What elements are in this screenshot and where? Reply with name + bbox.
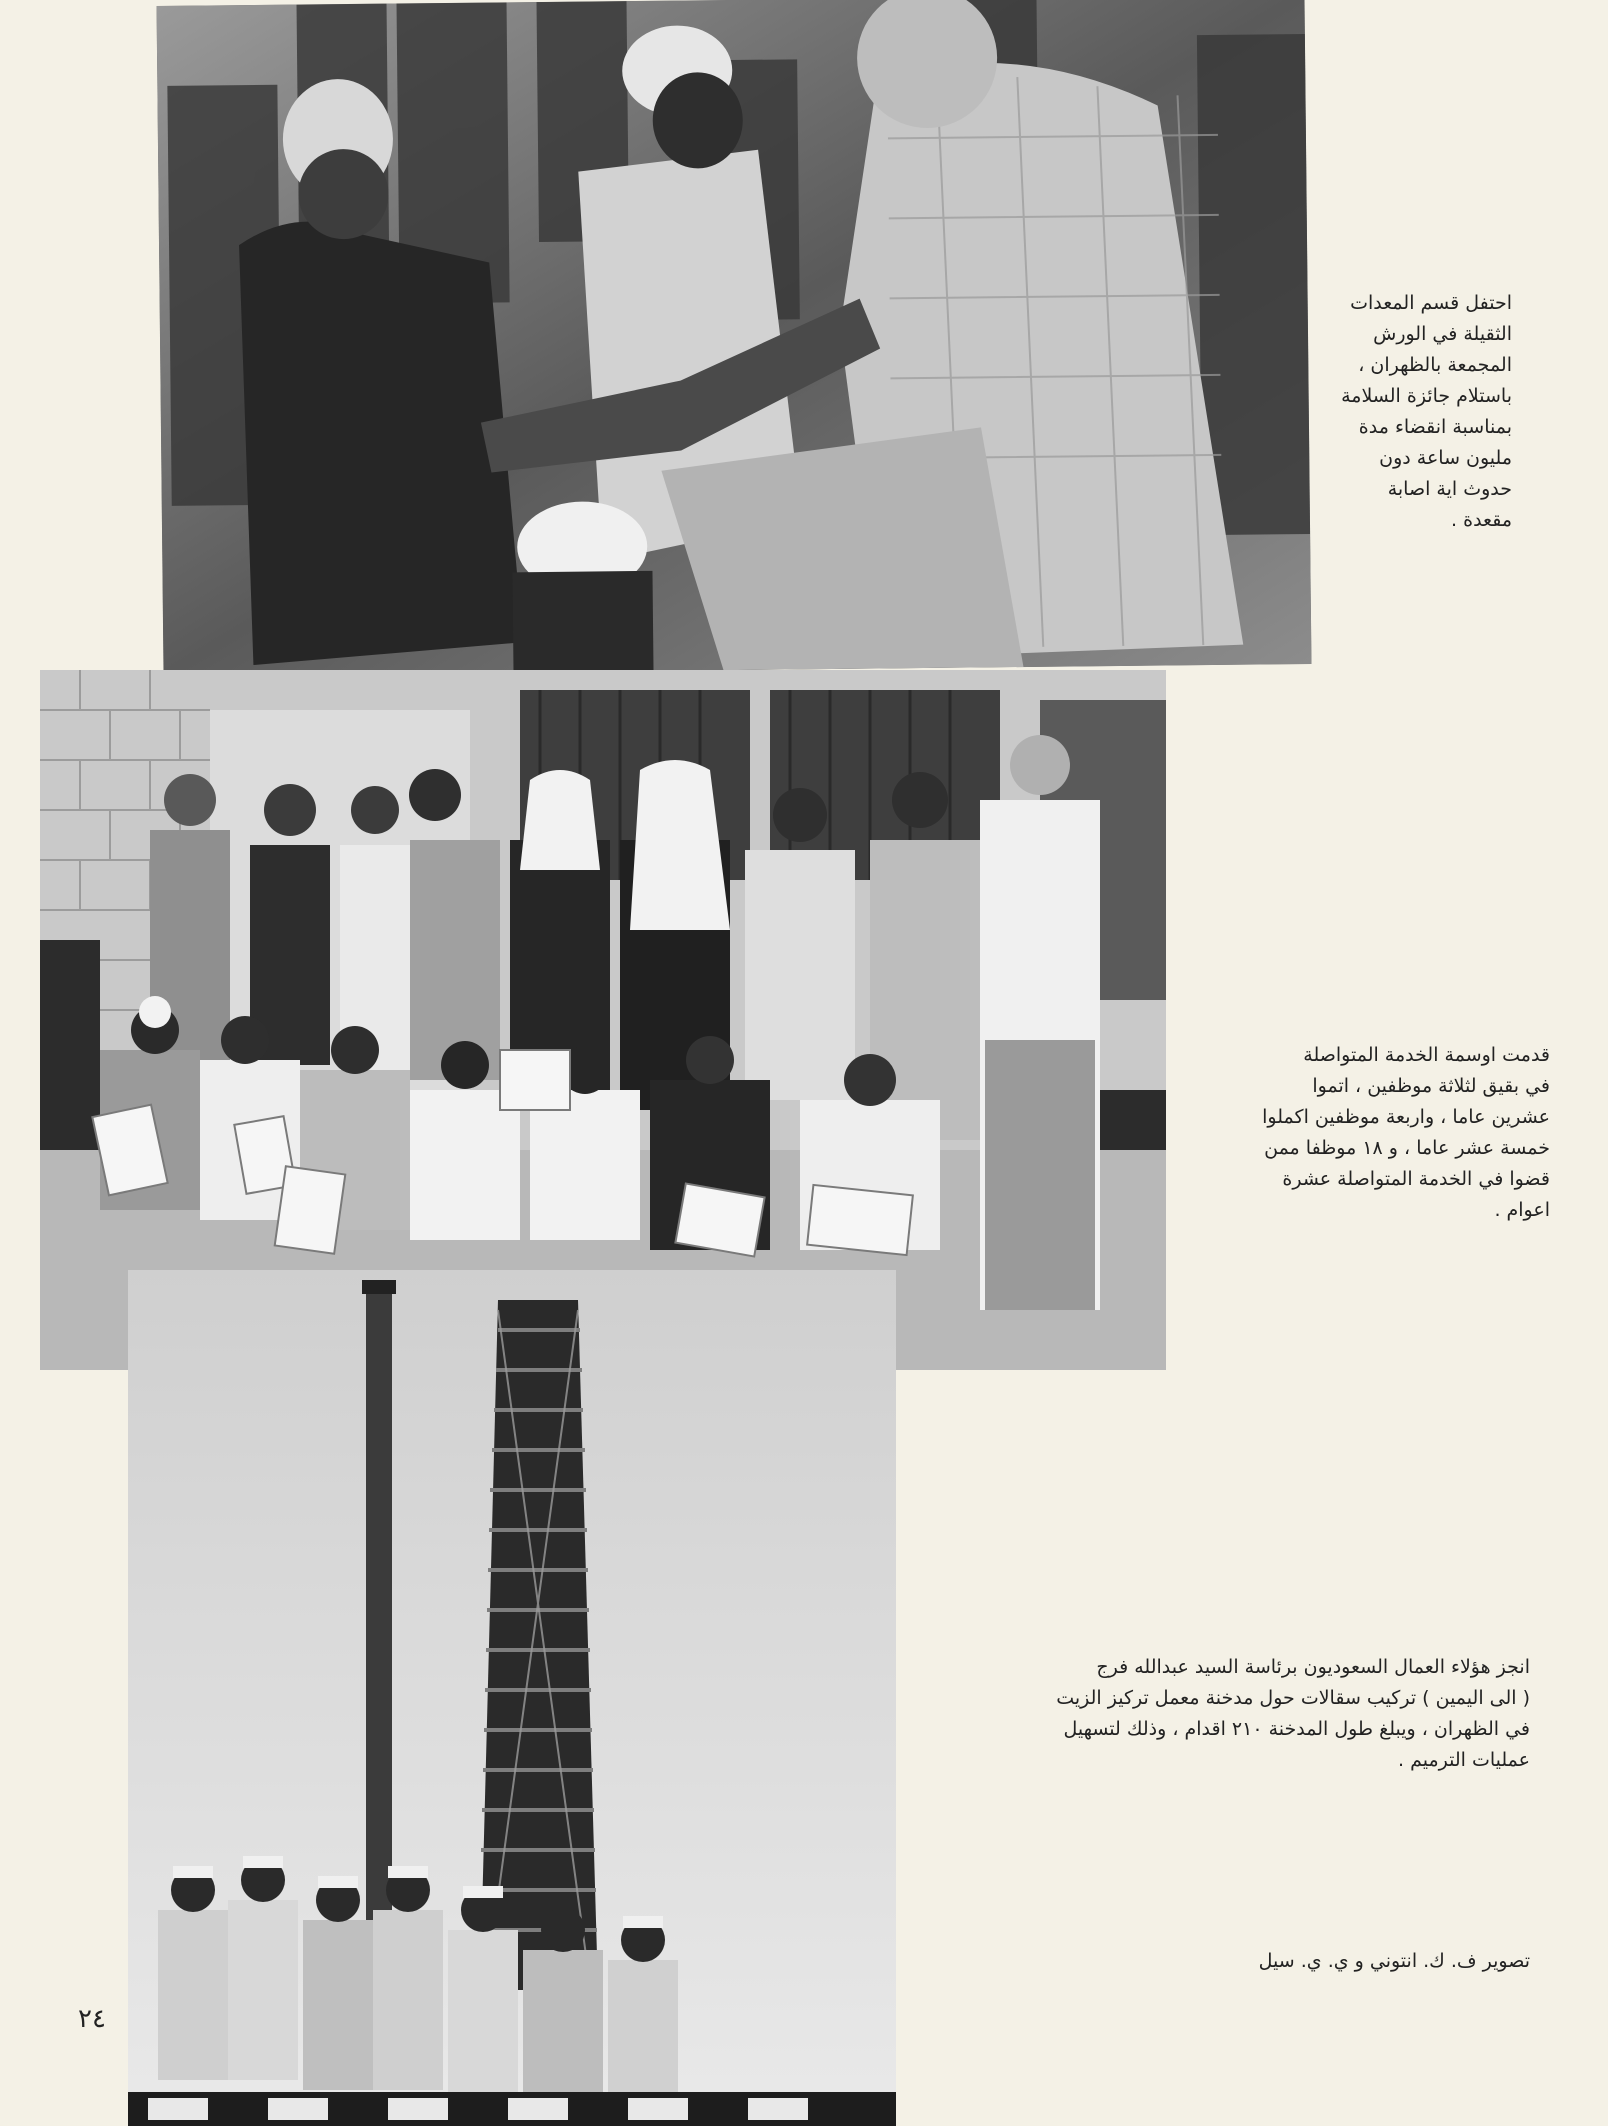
caption-line: ( الى اليمين ) تركيب سقالات حول مدخنة معمل تركيز الزيت (1056, 1687, 1530, 1709)
section-heading-calligraphy (1338, 708, 1608, 898)
photo-chimney-scaffolding (128, 1270, 896, 2126)
caption-line: مليون ساعة دون (1379, 447, 1512, 469)
caption-service-awards (1224, 1040, 1550, 1226)
caption-line: في الظهران ، ويبلغ طول المدخنة ٢١٠ اقدام ، وذلك لتسهيل (1063, 1718, 1530, 1740)
photo-credit (1140, 1946, 1530, 1977)
caption-line: بمناسبة انقضاء مدة (1358, 416, 1512, 438)
caption-line: قضوا في الخدمة المتواصلة عشرة (1282, 1168, 1550, 1190)
caption-line: مقعدة . (1451, 509, 1512, 531)
chimney-photo-image (128, 1270, 896, 2126)
page-number: ٢٤ (78, 2004, 106, 2034)
caption-line: قدمت اوسمة الخدمة المتواصلة (1303, 1044, 1550, 1066)
caption-line: خمسة عشر عاما ، و ١٨ موظفا ممن (1264, 1137, 1550, 1159)
caption-line: الثقيلة في الورش (1373, 323, 1512, 345)
caption-safety-award (1316, 288, 1512, 536)
caption-line: احتفل قسم المعدات (1350, 292, 1512, 314)
photo-safety-award (157, 0, 1312, 676)
photo-credit-text: تصوير ف. ك. انتوني و ي. ي. سيل (1258, 1950, 1530, 1972)
service-awards-photo-image (40, 670, 1166, 1370)
caption-line: عشرين عاما ، واربعة موظفين اكملوا (1262, 1106, 1550, 1128)
photo-service-awards-group (40, 670, 1166, 1370)
caption-line: حدوث اية اصابة (1387, 478, 1512, 500)
caption-line: باستلام جائزة السلامة (1341, 385, 1512, 407)
caption-line: انجز هؤلاء العمال السعوديون برئاسة السيد عبدالله فرج (1096, 1656, 1530, 1678)
caption-line: في بقيق لثلاثة موظفين ، اتموا (1312, 1075, 1550, 1097)
caption-line: اعوام . (1494, 1199, 1550, 1221)
caption-chimney-scaffolding (960, 1652, 1530, 1776)
caption-line: عمليات الترميم . (1398, 1749, 1530, 1771)
safety-award-photo-image (157, 0, 1312, 676)
caption-line: المجمعة بالظهران ، (1358, 354, 1512, 376)
